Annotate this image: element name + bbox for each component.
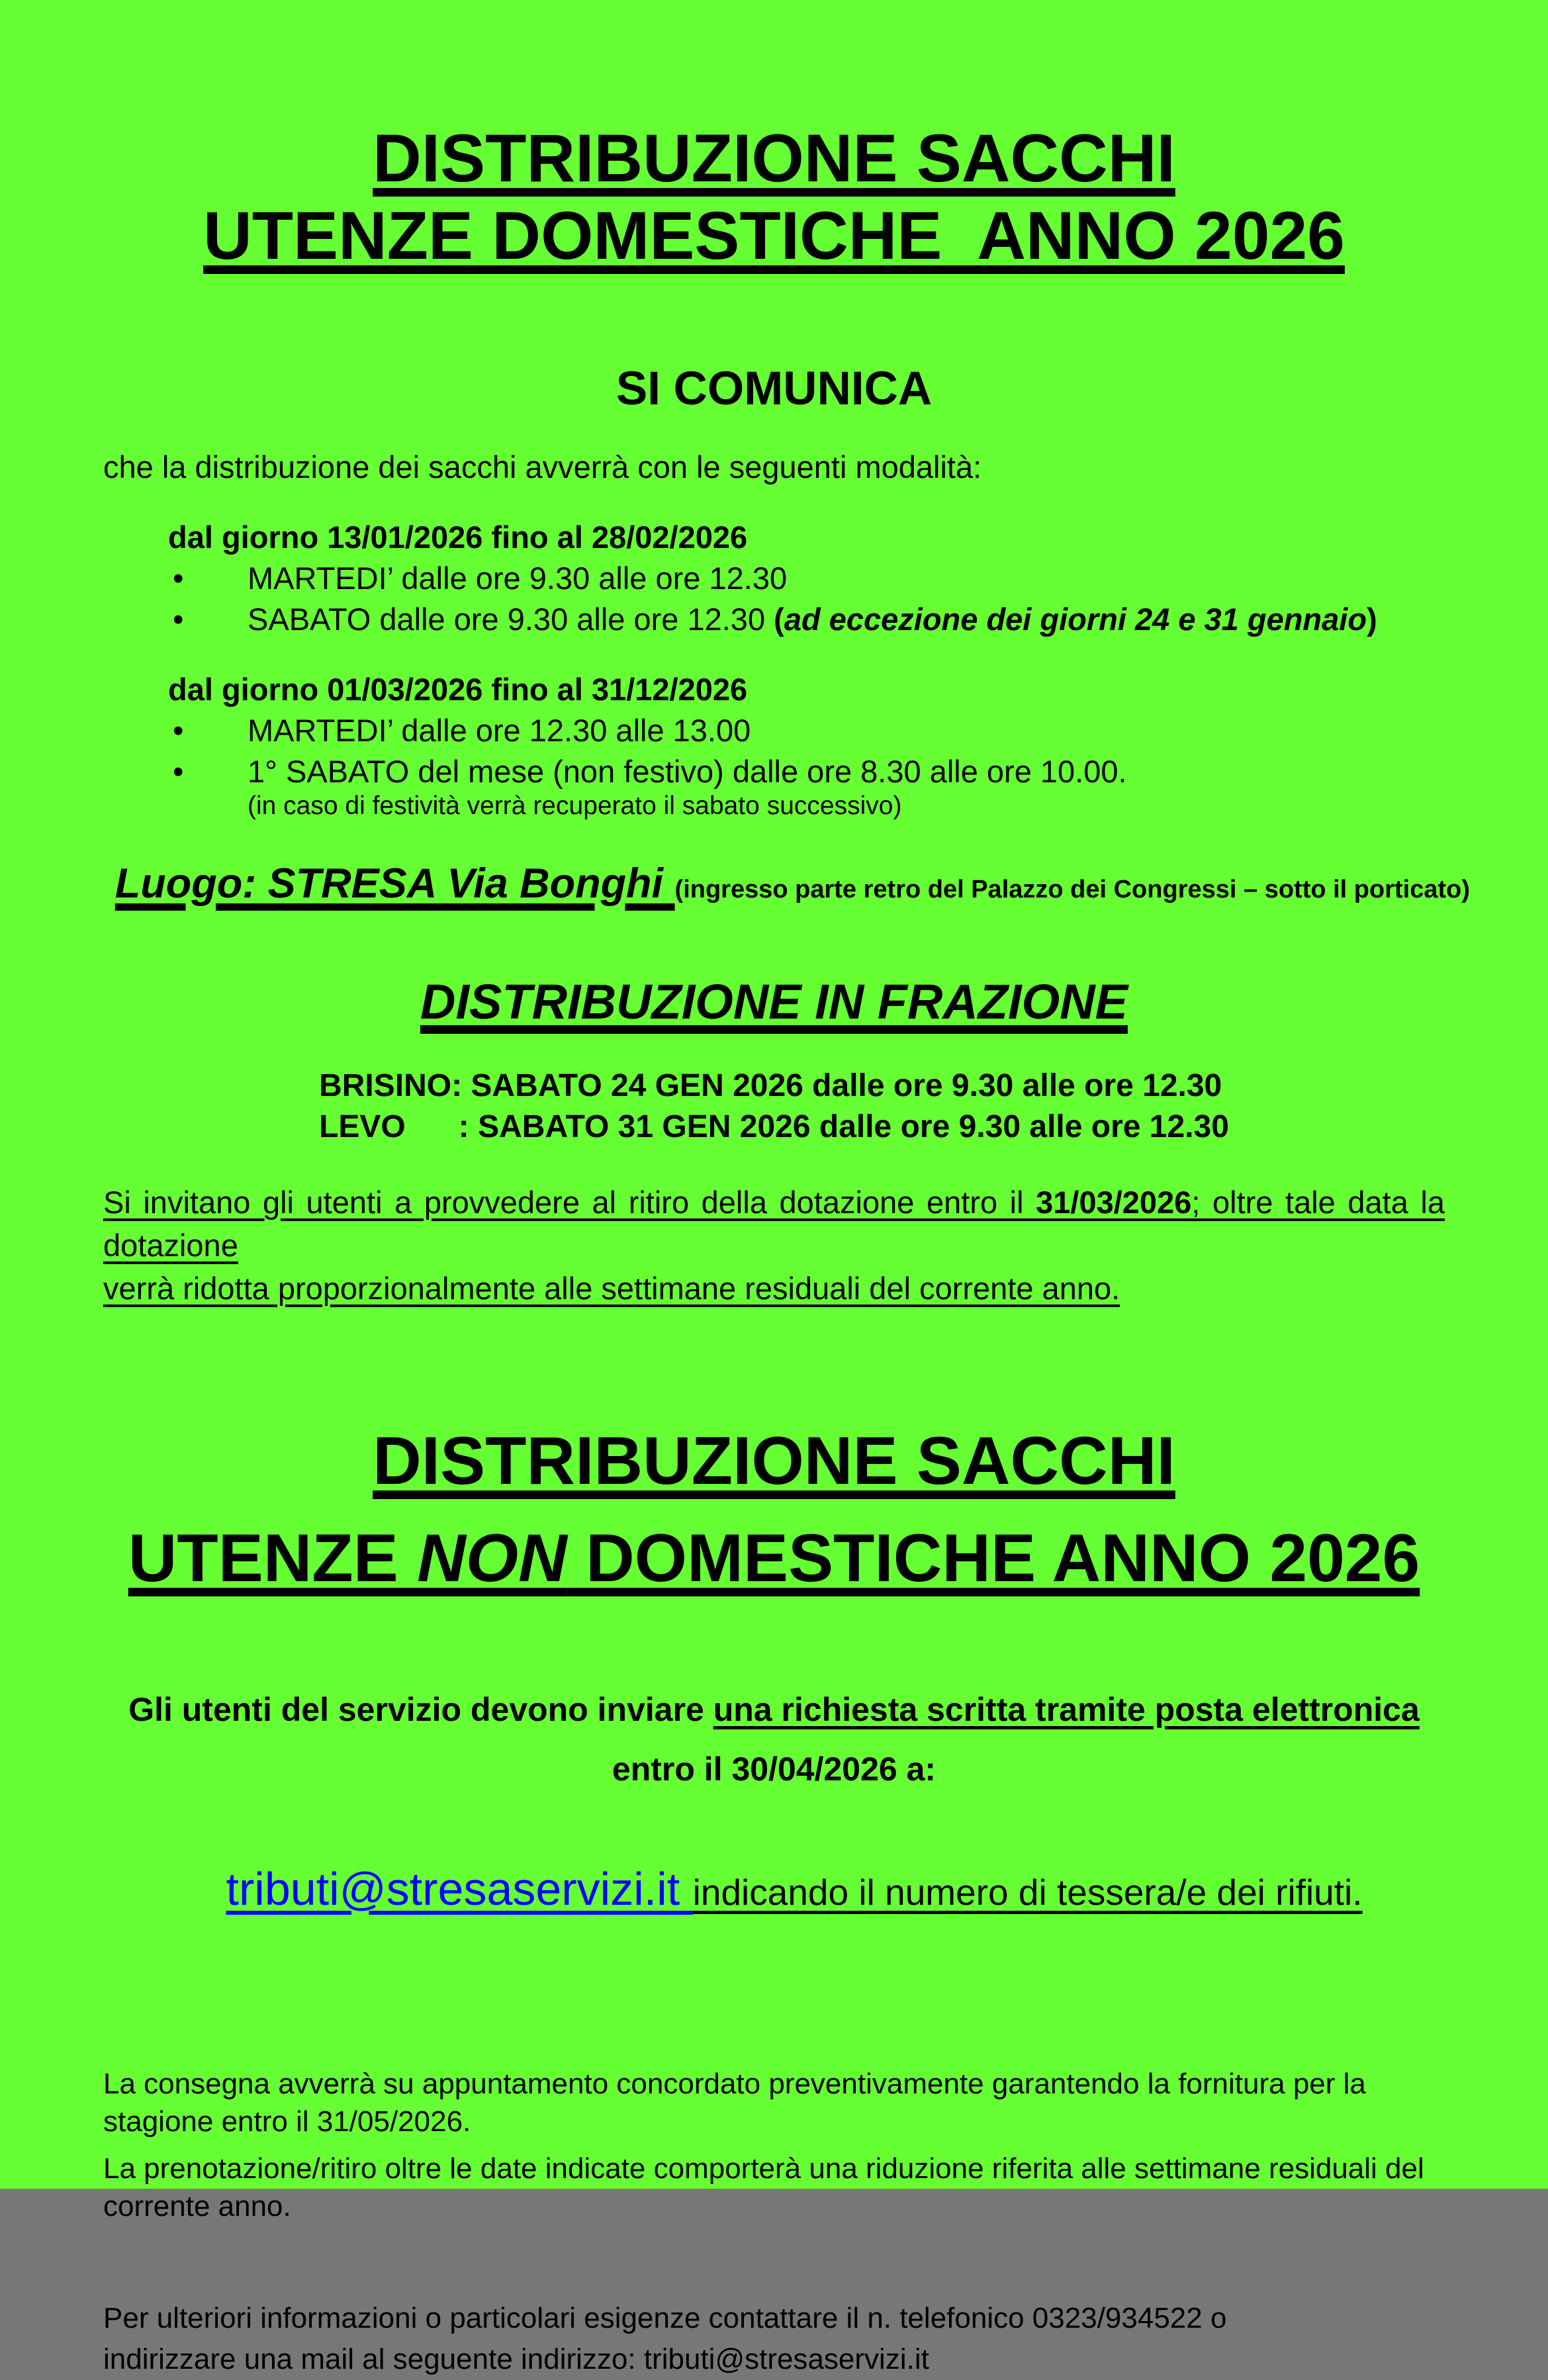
list-item (173, 560, 1445, 597)
intro-paragraph: che la distribuzione dei sacchi avverrà con le seguenti modalità: (103, 449, 982, 484)
schedule-period-2-header: dal giorno 01/03/2026 fino al 31/12/2026 (168, 672, 748, 707)
email-instruction-text: indicando il numero di tessera/e dei rifiuti. (692, 1872, 1363, 1913)
schedule-period-2-bullet-2: 1° SABATO del mese (non festivo) dalle ore 8.30 alle ore 10.00. (248, 754, 1127, 789)
schedule-period-1-header: dal giorno 13/01/2026 fino al 28/02/2026 (168, 520, 748, 555)
title2-non-italic: NON (417, 1520, 567, 1596)
request-deadline-line: entro il 30/04/2026 a: (612, 1751, 936, 1788)
pickup-deadline-line2 (103, 1267, 1445, 1310)
bullet-2-paren-open: ( (774, 602, 784, 637)
request-instruction-line (103, 1690, 1445, 1729)
location-detail: (ingresso parte retro del Palazzo dei Congressi – sotto il porticato) (674, 876, 1470, 903)
location-main: Luogo: STRESA Via Bonghi (114, 860, 675, 907)
email-line (103, 1806, 1445, 1976)
schedule-period-1-bullet-2 (248, 601, 1377, 638)
si-comunica-heading: SI COMUNICA (615, 363, 933, 415)
schedule-period-1-bullet-1: MARTEDI’ dalle ore 9.30 alle ore 12.30 (248, 561, 788, 596)
deadline-date: 31/03/2026 (1036, 1185, 1192, 1220)
non-domestic-title-line2-text (128, 1520, 1420, 1596)
deadline-text-post: ; oltre tale data la dotazione (103, 1185, 1445, 1263)
bullet-2-exception-text: ad eccezione dei giorni 24 e 31 gennaio (784, 602, 1367, 637)
frazione-schedule (319, 1066, 1229, 1148)
main-title-line2 (103, 197, 1445, 275)
bullet-icon: • (173, 754, 184, 789)
late-booking-line2: corrente anno. (103, 2190, 291, 2222)
main-title-domestic (103, 120, 1445, 275)
list-item (173, 753, 1445, 790)
bullet-icon: • (173, 713, 184, 748)
location-line (103, 848, 1470, 919)
delivery-paragraph (103, 2065, 1445, 2140)
non-domestic-title-line2 (103, 1520, 1445, 1597)
main-title-line2-text: UTENZE DOMESTICHE ANNO 2026 (203, 198, 1345, 273)
late-booking-paragraph (103, 2150, 1445, 2225)
delivery-line2: stagione entro il 31/05/2026. (103, 2105, 471, 2138)
delivery-line1: La consegna avverrà su appuntamento concordato preventivamente garantendo la fornitura per la (103, 2068, 1366, 2100)
title2-rest-text: DOMESTICHE ANNO 2026 (567, 1520, 1420, 1596)
request-text-pre: Gli utenti del servizio devono inviare (128, 1691, 713, 1728)
bullet-icon: • (173, 561, 184, 596)
email-link[interactable]: tributi@stresaservizi.it (226, 1863, 693, 1915)
bullet-icon: • (173, 602, 184, 637)
deadline-text-pre: Si invitano gli utenti a provvedere al ritiro della dotazione entro il (103, 1185, 1036, 1220)
deadline-line2-text: verrà ridotta proporzionalmente alle settimane residuali del corrente anno. (103, 1271, 1120, 1306)
list-item (173, 601, 1445, 638)
schedule-period-2 (103, 671, 1445, 821)
pickup-deadline-line1 (103, 1181, 1445, 1267)
frazione-brisino-line: BRISINO: SABATO 24 GEN 2026 dalle ore 9.30 alle ore 12.30 (319, 1068, 1222, 1103)
non-domestic-title-line1-text: DISTRIBUZIONE SACCHI (373, 1423, 1175, 1498)
frazione-levo-line: LEVO : SABATO 31 GEN 2026 dalle ore 9.30 alle ore 12.30 (319, 1109, 1229, 1144)
main-title-line1 (103, 120, 1445, 197)
contact-paragraph (103, 2298, 1445, 2380)
schedule-period-2-bullet-1: MARTEDI’ dalle ore 12.30 alle 13.00 (248, 713, 751, 748)
main-title-line1-text: DISTRIBUZIONE SACCHI (373, 120, 1175, 196)
late-booking-line1: La prenotazione/ritiro oltre le date indicate comporterà una riduzione riferita alle settimane residuali del (103, 2152, 1424, 2185)
bullet-2-paren-close: ) (1367, 602, 1377, 637)
frazione-heading-text: DISTRIBUZIONE IN FRAZIONE (420, 974, 1128, 1029)
title2-utenze-text: UTENZE (128, 1520, 418, 1596)
non-domestic-title-line1 (103, 1422, 1445, 1500)
pickup-deadline-notice (103, 1181, 1445, 1310)
list-item (173, 712, 1445, 749)
main-title-non-domestic (103, 1422, 1445, 1597)
schedule-period-1 (103, 519, 1445, 638)
contact-line1: Per ulteriori informazioni o particolari esigenze contattare il n. telefonico 0323/934522 o (103, 2302, 1227, 2334)
contact-line2: indirizzare una mail al seguente indirizzo: tributi@stresaservizi.it (103, 2343, 929, 2375)
bullet-2-normal-text: SABATO dalle ore 9.30 alle ore 12.30 (248, 602, 774, 637)
frazione-heading (103, 972, 1445, 1031)
holiday-note: (in caso di festività verrà recuperato il sabato successivo) (248, 792, 902, 820)
request-underlined-text: una richiesta scritta tramite posta elettronica (713, 1691, 1420, 1728)
